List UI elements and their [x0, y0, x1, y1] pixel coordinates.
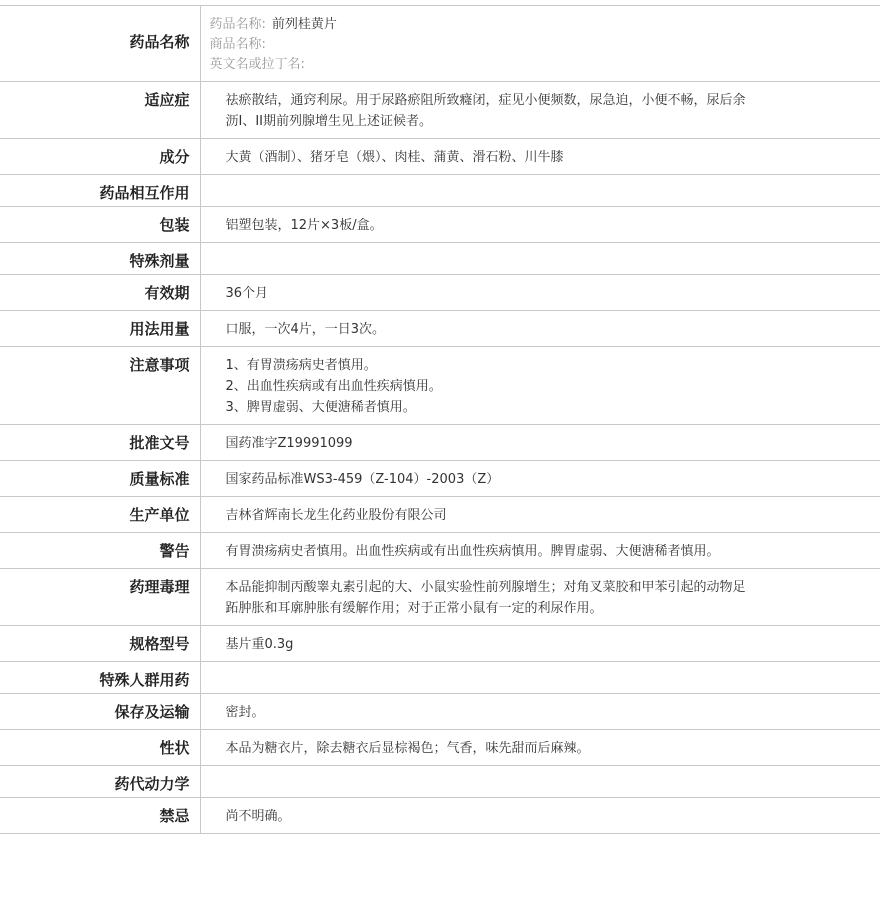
row-value-line: 3、脾胃虚弱、大便溏稀者慎用。	[225, 400, 416, 415]
spec-row	[0, 497, 880, 533]
drug-spec-table	[0, 5, 880, 834]
row-label: 质量标准	[0, 461, 200, 497]
row-label: 性状	[0, 730, 200, 766]
name-key: 英文名或拉丁名:	[209, 57, 305, 72]
row-value	[200, 461, 880, 497]
spec-row	[0, 425, 880, 461]
row-label: 药理毒理	[0, 569, 200, 626]
row-label: 适应症	[0, 82, 200, 139]
spec-row	[0, 311, 880, 347]
row-label: 生产单位	[0, 497, 200, 533]
name-key: 商品名称:	[209, 37, 266, 52]
row-value	[200, 662, 880, 694]
name-line-latin	[210, 55, 861, 75]
row-value-line: 密封。	[225, 705, 265, 720]
row-label: 禁忌	[0, 798, 200, 834]
row-value-line: 祛瘀散结，通窍利尿。用于尿路瘀阻所致癃闭，症见小便频数，尿急迫，小便不畅，尿后余	[225, 93, 746, 108]
row-label: 药品相互作用	[0, 175, 200, 207]
row-label: 药品名称	[0, 6, 200, 82]
drug-spec-body	[0, 6, 880, 834]
spec-row	[0, 461, 880, 497]
spec-row	[0, 207, 880, 243]
row-label: 成分	[0, 139, 200, 175]
spec-row	[0, 569, 880, 626]
row-value-line: 国药准字Z19991099	[225, 436, 353, 451]
row-value-line: 国家药品标准WS3-459（Z-104）-2003（Z）	[225, 472, 500, 487]
row-label: 包装	[0, 207, 200, 243]
row-value-line: 吉林省辉南长龙生化药业股份有限公司	[225, 508, 447, 523]
row-value-line: 跖肿胀和耳廓肿胀有缓解作用；对于正常小鼠有一定的利尿作用。	[225, 601, 603, 616]
name-value: 前列桂黄片	[271, 17, 337, 32]
row-label: 保存及运输	[0, 694, 200, 730]
row-value-line: 铝塑包装，12片×3板/盒。	[225, 218, 383, 233]
name-row	[0, 6, 880, 82]
row-value	[200, 533, 880, 569]
row-value	[200, 569, 880, 626]
spec-row	[0, 766, 880, 798]
row-value	[200, 694, 880, 730]
name-line-trade	[210, 35, 861, 55]
row-value	[200, 82, 880, 139]
row-value-line: 尚不明确。	[225, 809, 291, 824]
row-label: 药代动力学	[0, 766, 200, 798]
row-value	[200, 766, 880, 798]
row-value	[200, 425, 880, 461]
row-label: 特殊剂量	[0, 243, 200, 275]
row-value-line: 本品能抑制丙酸睾丸素引起的大、小鼠实验性前列腺增生；对角叉菜胶和甲苯引起的动物足	[225, 580, 746, 595]
spec-row	[0, 347, 880, 425]
row-value-line: 大黄（酒制）、猪牙皂（煨）、肉桂、蒲黄、滑石粉、川牛膝	[225, 150, 564, 165]
row-label: 特殊人群用药	[0, 662, 200, 694]
row-value	[200, 6, 880, 82]
row-value	[200, 175, 880, 207]
spec-row	[0, 275, 880, 311]
name-key: 药品名称:	[209, 17, 266, 32]
row-label: 规格型号	[0, 626, 200, 662]
spec-row	[0, 243, 880, 275]
spec-row	[0, 626, 880, 662]
row-value-line: 1、有胃溃疡病史者慎用。	[225, 358, 377, 373]
spec-row	[0, 798, 880, 834]
row-label: 注意事项	[0, 347, 200, 425]
row-value-line: 有胃溃疡病史者慎用。出血性疾病或有出血性疾病慎用。脾胃虚弱、大便溏稀者慎用。	[225, 544, 720, 559]
row-value-line: 2、出血性疾病或有出血性疾病慎用。	[225, 379, 442, 394]
row-value	[200, 139, 880, 175]
row-value	[200, 730, 880, 766]
row-value	[200, 497, 880, 533]
row-value	[200, 626, 880, 662]
row-value	[200, 275, 880, 311]
name-line-generic	[210, 15, 861, 35]
spec-row	[0, 662, 880, 694]
row-value-line: 沥I、II期前列腺增生见上述证候者。	[225, 114, 433, 129]
row-value-line: 本品为糖衣片，除去糖衣后显棕褐色；气香，味先甜而后麻辣。	[225, 741, 590, 756]
spec-row	[0, 533, 880, 569]
row-label: 警告	[0, 533, 200, 569]
row-value	[200, 311, 880, 347]
row-value	[200, 207, 880, 243]
spec-row	[0, 175, 880, 207]
row-label: 用法用量	[0, 311, 200, 347]
row-value-line: 基片重0.3g	[225, 637, 294, 652]
spec-row	[0, 694, 880, 730]
spec-row	[0, 82, 880, 139]
row-value-line: 口服，一次4片，一日3次。	[225, 322, 386, 337]
row-label: 批准文号	[0, 425, 200, 461]
row-value	[200, 347, 880, 425]
row-label: 有效期	[0, 275, 200, 311]
spec-row	[0, 139, 880, 175]
row-value-line: 36个月	[225, 286, 269, 301]
spec-row	[0, 730, 880, 766]
row-value	[200, 798, 880, 834]
row-value	[200, 243, 880, 275]
